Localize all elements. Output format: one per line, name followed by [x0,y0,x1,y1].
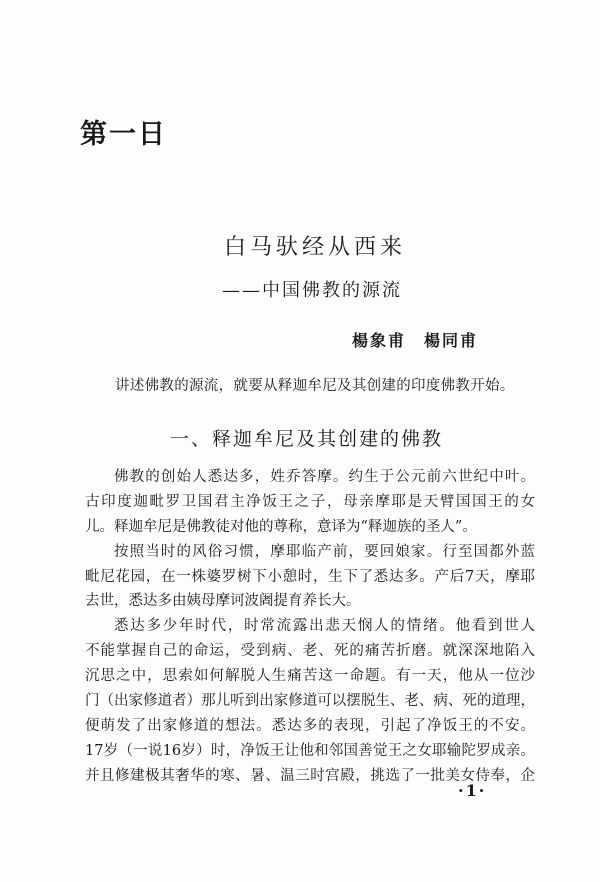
body-line: 沉思之中，思索如何解脱人生痛苦这一命题。有一天，他从一位沙 [85,668,535,685]
page-number: ·1· [458,781,487,800]
article-subtitle: ——中国佛教的源流 [222,280,402,301]
body-line: 佛教的创始人悉达多，姓乔答摩。约生于公元前六世纪中叶。 [114,469,535,485]
authors: 楊象甫 楊同甫 [352,331,479,350]
body-text [85,465,535,789]
body-line: 不能掌握自己的命运，受到病、老、死的痛苦折磨。就深深地陷入 [85,643,535,660]
body-line: 悉达多少年时代，时常流露出悲天悯人的情绪。他看到世人 [114,618,535,635]
body-line: 去世，悉达多由姨母摩诃波阇提育养长大。 [85,593,361,610]
body-line: 并且修建极其奢华的寒、暑、温三时宫殿，挑选了一批美女侍奉，企 [85,767,535,784]
body-line: 按照当时的风俗习惯，摩耶临产前，要回娘家。行至国都外蓝 [114,543,535,560]
section-heading: 一、释迦牟尼及其创建的佛教 [170,428,444,450]
body-line: 古印度迦毗罗卫国君主净饭王之子，母亲摩耶是天臂国国王的女 [85,493,535,510]
article-title: 白马驮经从西来 [223,235,406,260]
body-line: 门（出家修道者）那儿听到出家修道可以摆脱生、老、病、死的道理， [85,693,535,710]
body-line: 毗尼花园，在一株婆罗树下小憩时，生下了悉达多。产后7天，摩耶 [85,568,535,585]
body-line: 儿。释迦牟尼是佛教徒对他的尊称，意译为“释迦族的圣人”。 [85,518,477,535]
intro-paragraph: 讲述佛教的源流，就要从释迦牟尼及其创建的印度佛教开始。 [115,378,515,394]
body-line: 便萌发了出家修道的想法。悉达多的表现，引起了净饭王的不安。 [85,717,535,734]
chapter-heading: 第一日 [80,119,167,150]
body-line: 17岁（一说16岁）时，净饭王让他和邻国善觉王之女耶输陀罗成亲。 [85,742,535,759]
